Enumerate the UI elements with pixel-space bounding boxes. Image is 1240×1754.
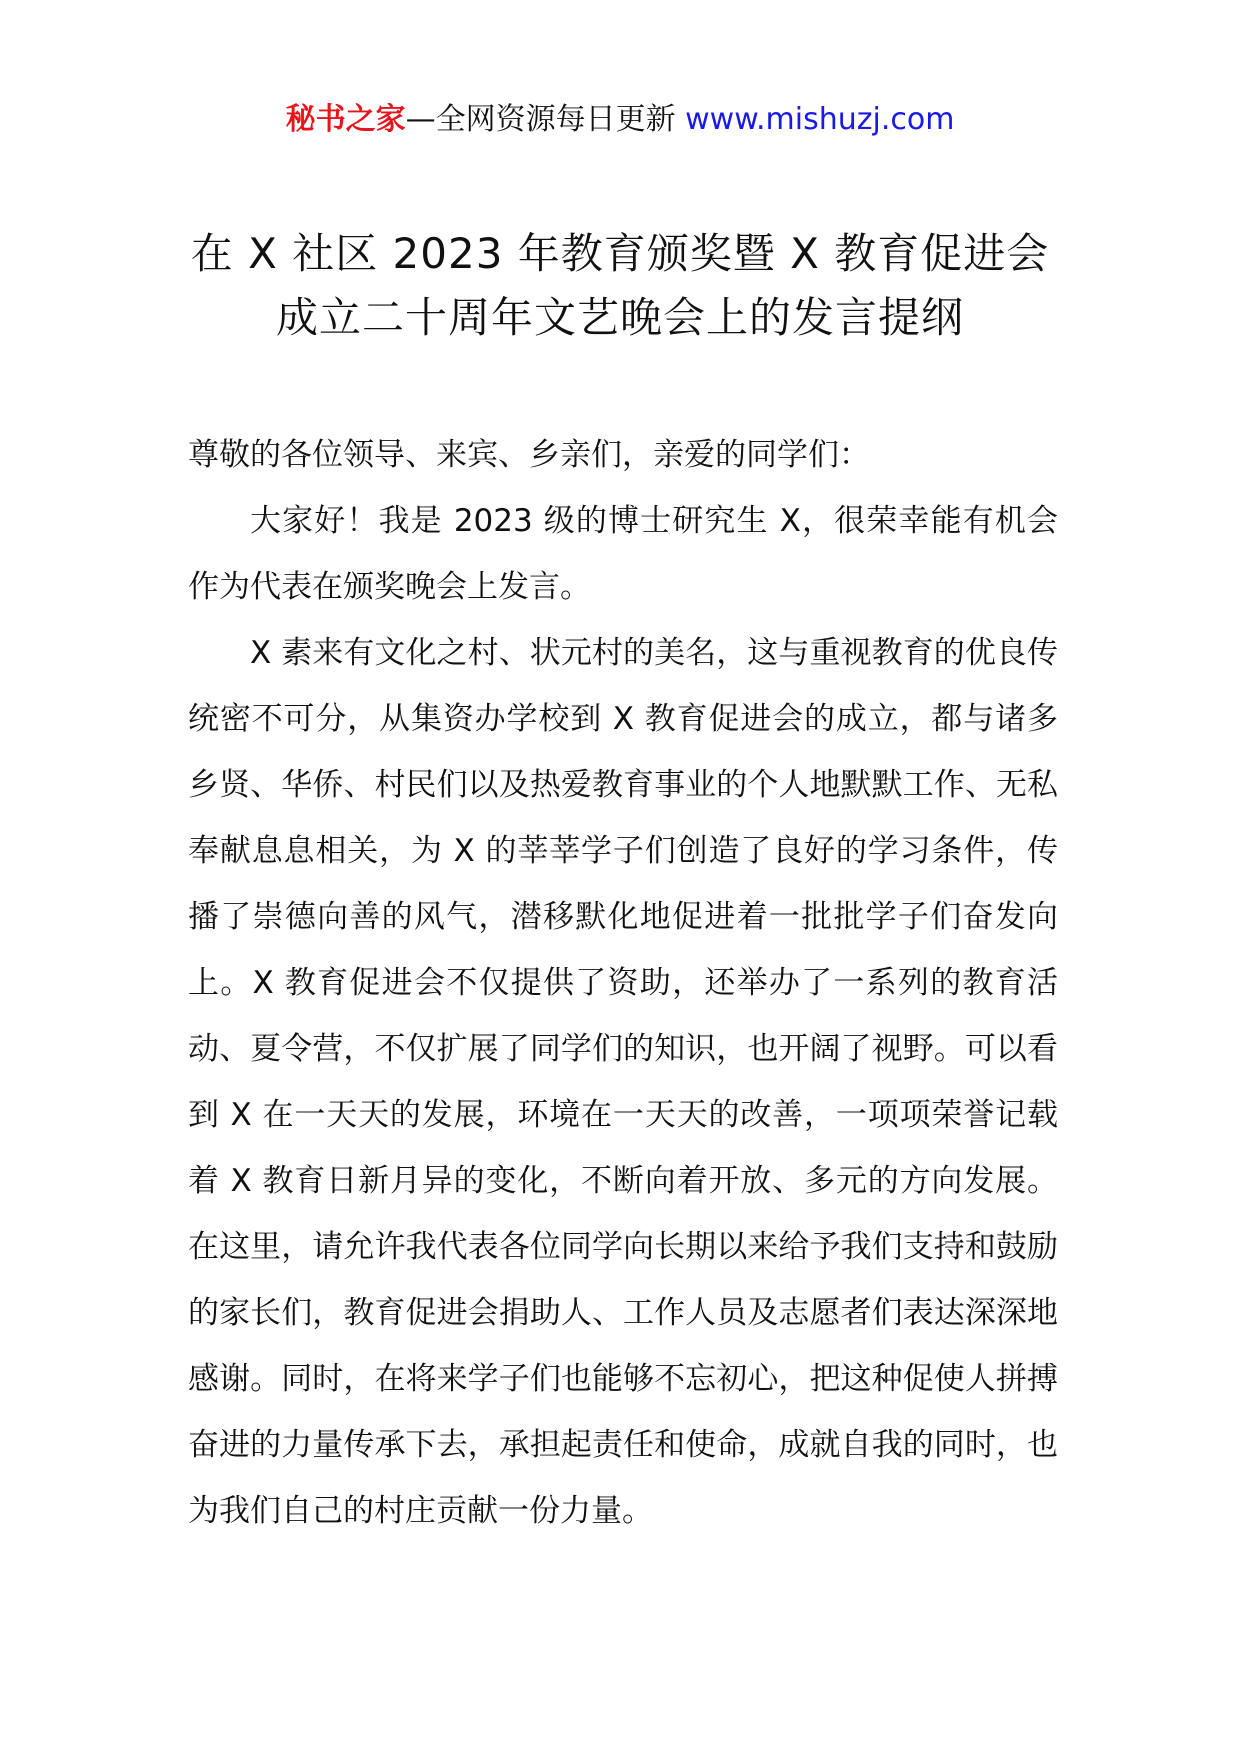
document-body <box>188 422 1058 1544</box>
document-title <box>150 222 1090 350</box>
header-url-link[interactable]: www.mishuzj.com <box>685 102 955 137</box>
brand-name: 秘书之家 <box>285 102 406 137</box>
header-tagline: —全网资源每日更新 <box>405 102 676 137</box>
title-line-1: 在 X 社区 2023 年教育颁奖暨 X 教育促进会 <box>190 229 1050 278</box>
salutation: 尊敬的各位领导、来宾、乡亲们，亲爱的同学们： <box>188 437 870 473</box>
title-line-2: 成立二十周年文艺晚会上的发言提纲 <box>275 293 964 342</box>
body-paragraph-2: X 素来有文化之村、状元村的美名，这与重视教育的优良传统密不可分，从集资办学校到 X 教育促进会的成立，都与诸多乡贤、华侨、村民们以及热爱教育事业的个人地默默工作、无私奉献息息相关，为 X 的莘莘学子们创造了良好的学习条件，传播了崇德向善的风气，潜移默化地促进着一批批学子们奋发向上。X 教育促进会不仅提供了资助，还举办了一系列的教育活动、夏令营，不仅扩展了同学们的知识，也开阔了视野。可以看到 X 在一天天的发展，环境在一天天的改善，一项项荣誉记载着 X 教育日新月异的变化，不断向着开放、多元的方向发展。在这里，请允许我代表各位同学向长期以来给予我们支持和鼓励的家长们，教育促进会捐助人、工作人员及志愿者们表达深深地感谢。同时，在将来学子们也能够不忘初心，把这种促使人拼搏奋进的力量传承下去，承担起责任和使命，成就自我的同时，也为我们自己的村庄贡献一份力量。 <box>188 635 1058 1529</box>
site-header <box>0 98 1240 142</box>
body-paragraph-1: 大家好！我是 2023 级的博士研究生 X，很荣幸能有机会作为代表在颁奖晚会上发言。 <box>188 503 1058 605</box>
